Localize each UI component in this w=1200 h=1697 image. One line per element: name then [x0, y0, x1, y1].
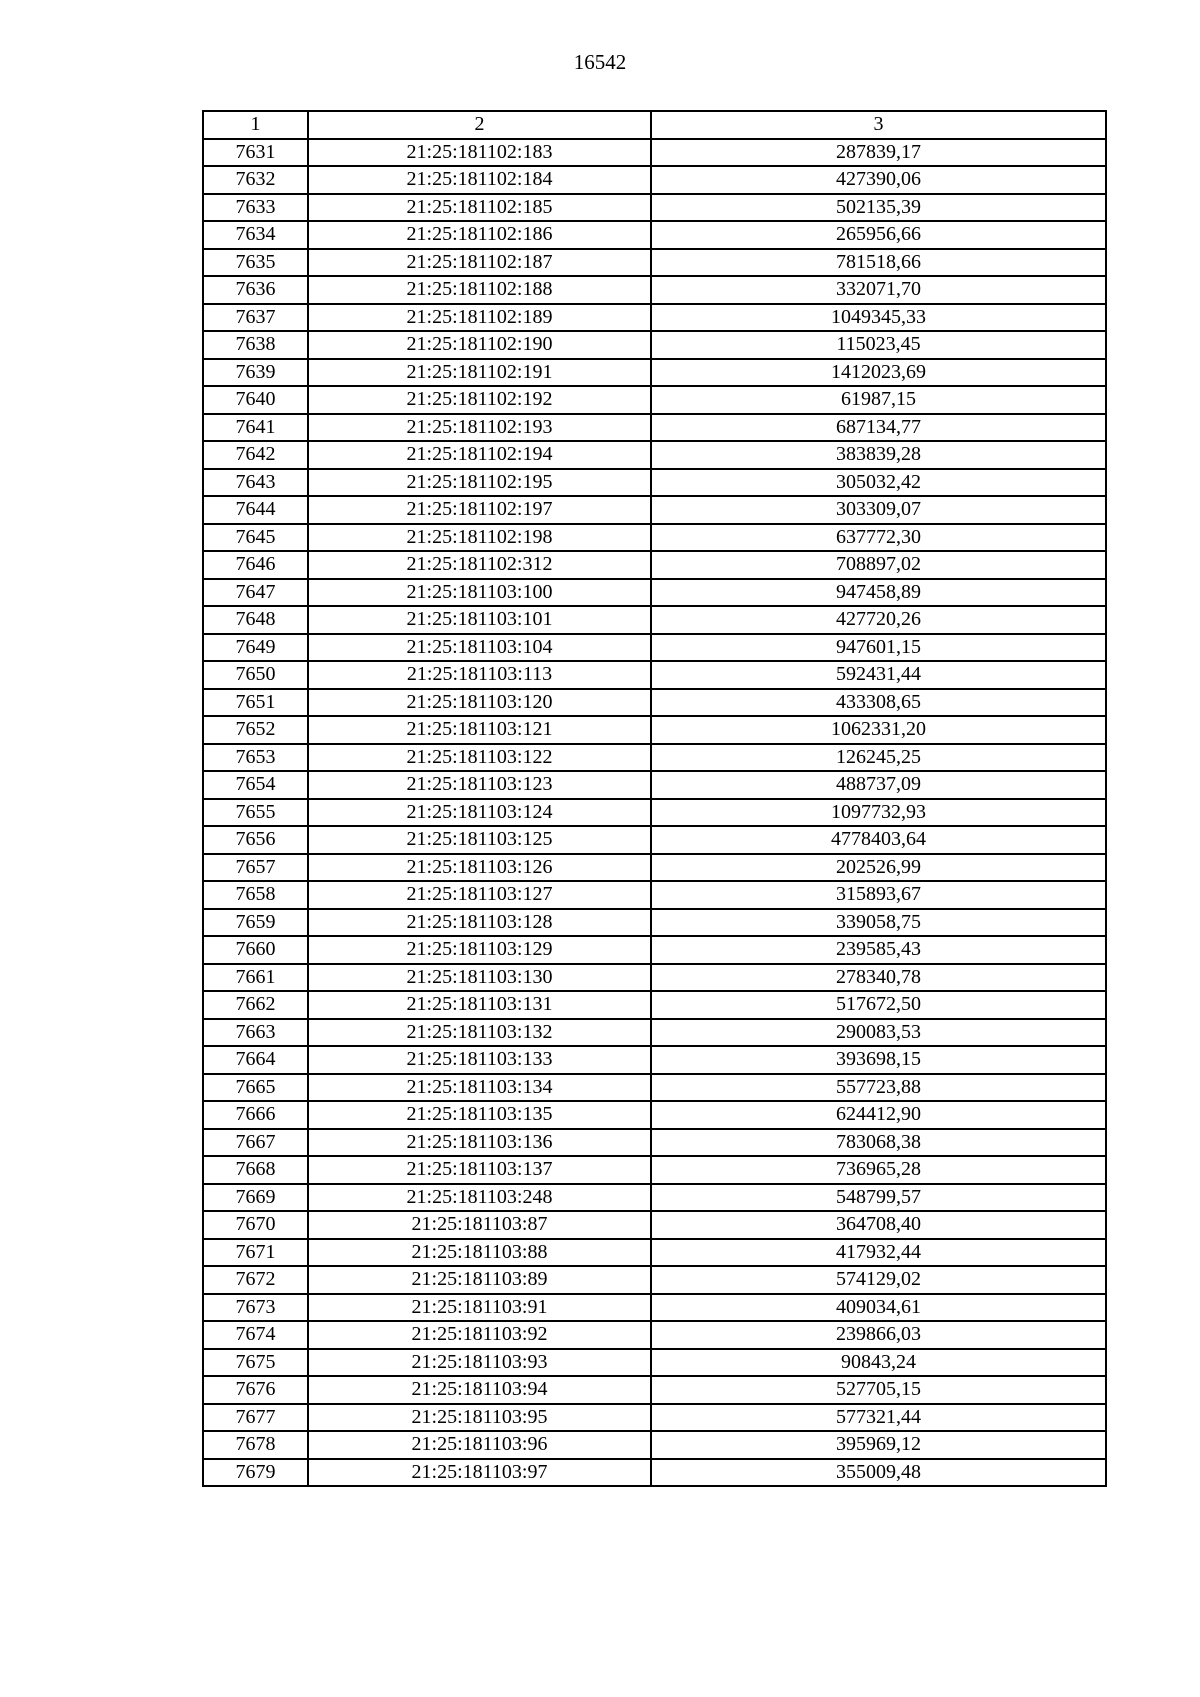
value-cell: 781518,66 [651, 249, 1106, 277]
table-row [203, 1321, 1106, 1349]
value-cell: 287839,17 [651, 139, 1106, 167]
value-cell: 355009,48 [651, 1459, 1106, 1487]
cadastral-number-cell: 21:25:181103:133 [308, 1046, 651, 1074]
cadastral-number-cell: 21:25:181102:198 [308, 524, 651, 552]
cadastral-number-cell: 21:25:181102:184 [308, 166, 651, 194]
row-number-cell: 7650 [203, 661, 308, 689]
column-header-2: 2 [308, 111, 651, 139]
value-cell: 395969,12 [651, 1431, 1106, 1459]
row-number-cell: 7672 [203, 1266, 308, 1294]
value-cell: 637772,30 [651, 524, 1106, 552]
value-cell: 947601,15 [651, 634, 1106, 662]
value-cell: 488737,09 [651, 771, 1106, 799]
table-row [203, 496, 1106, 524]
table-row [203, 441, 1106, 469]
row-number-cell: 7674 [203, 1321, 308, 1349]
table-row [203, 276, 1106, 304]
cadastral-number-cell: 21:25:181102:189 [308, 304, 651, 332]
value-cell: 315893,67 [651, 881, 1106, 909]
cadastral-number-cell: 21:25:181103:128 [308, 909, 651, 937]
table-row [203, 606, 1106, 634]
table-row [203, 771, 1106, 799]
value-cell: 364708,40 [651, 1211, 1106, 1239]
row-number-cell: 7677 [203, 1404, 308, 1432]
row-number-cell: 7648 [203, 606, 308, 634]
row-number-cell: 7656 [203, 826, 308, 854]
row-number-cell: 7669 [203, 1184, 308, 1212]
table-row [203, 826, 1106, 854]
table-row [203, 1046, 1106, 1074]
table-row [203, 854, 1106, 882]
cadastral-number-cell: 21:25:181103:100 [308, 579, 651, 607]
table-row [203, 881, 1106, 909]
row-number-cell: 7667 [203, 1129, 308, 1157]
cadastral-number-cell: 21:25:181103:120 [308, 689, 651, 717]
row-number-cell: 7651 [203, 689, 308, 717]
row-number-cell: 7675 [203, 1349, 308, 1377]
cadastral-number-cell: 21:25:181103:131 [308, 991, 651, 1019]
table-row [203, 469, 1106, 497]
value-cell: 502135,39 [651, 194, 1106, 222]
table-row [203, 1404, 1106, 1432]
cadastral-number-cell: 21:25:181102:185 [308, 194, 651, 222]
table-row [203, 1459, 1106, 1487]
table-row [203, 249, 1106, 277]
value-cell: 736965,28 [651, 1156, 1106, 1184]
value-cell: 239585,43 [651, 936, 1106, 964]
cadastral-number-cell: 21:25:181103:104 [308, 634, 651, 662]
value-cell: 4778403,64 [651, 826, 1106, 854]
cadastral-number-cell: 21:25:181103:113 [308, 661, 651, 689]
value-cell: 265956,66 [651, 221, 1106, 249]
value-cell: 1049345,33 [651, 304, 1106, 332]
row-number-cell: 7634 [203, 221, 308, 249]
row-number-cell: 7638 [203, 331, 308, 359]
value-cell: 1097732,93 [651, 799, 1106, 827]
table-row [203, 1156, 1106, 1184]
table-row [203, 744, 1106, 772]
cadastral-number-cell: 21:25:181102:197 [308, 496, 651, 524]
cadastral-number-cell: 21:25:181102:186 [308, 221, 651, 249]
cadastral-number-cell: 21:25:181102:195 [308, 469, 651, 497]
page-number: 16542 [573, 50, 627, 74]
row-number-cell: 7679 [203, 1459, 308, 1487]
cadastral-number-cell: 21:25:181102:312 [308, 551, 651, 579]
row-number-cell: 7643 [203, 469, 308, 497]
row-number-cell: 7663 [203, 1019, 308, 1047]
value-cell: 303309,07 [651, 496, 1106, 524]
table-row [203, 1294, 1106, 1322]
row-number-cell: 7647 [203, 579, 308, 607]
cadastral-number-cell: 21:25:181102:183 [308, 139, 651, 167]
value-cell: 332071,70 [651, 276, 1106, 304]
row-number-cell: 7640 [203, 386, 308, 414]
value-cell: 577321,44 [651, 1404, 1106, 1432]
value-cell: 1062331,20 [651, 716, 1106, 744]
cadastral-number-cell: 21:25:181103:101 [308, 606, 651, 634]
row-number-cell: 7652 [203, 716, 308, 744]
value-cell: 202526,99 [651, 854, 1106, 882]
value-cell: 339058,75 [651, 909, 1106, 937]
row-number-cell: 7666 [203, 1101, 308, 1129]
row-number-cell: 7633 [203, 194, 308, 222]
value-cell: 1412023,69 [651, 359, 1106, 387]
row-number-cell: 7646 [203, 551, 308, 579]
cadastral-number-cell: 21:25:181103:122 [308, 744, 651, 772]
cadastral-number-cell: 21:25:181102:190 [308, 331, 651, 359]
value-cell: 624412,90 [651, 1101, 1106, 1129]
row-number-cell: 7662 [203, 991, 308, 1019]
cadastral-number-cell: 21:25:181103:87 [308, 1211, 651, 1239]
value-cell: 557723,88 [651, 1074, 1106, 1102]
value-cell: 278340,78 [651, 964, 1106, 992]
row-number-cell: 7639 [203, 359, 308, 387]
cadastral-number-cell: 21:25:181103:94 [308, 1376, 651, 1404]
table-row [203, 1376, 1106, 1404]
cadastral-number-cell: 21:25:181103:93 [308, 1349, 651, 1377]
table-row [203, 909, 1106, 937]
table-row [203, 1019, 1106, 1047]
table-row [203, 414, 1106, 442]
row-number-cell: 7645 [203, 524, 308, 552]
row-number-cell: 7653 [203, 744, 308, 772]
value-cell: 239866,03 [651, 1321, 1106, 1349]
table-row [203, 359, 1106, 387]
row-number-cell: 7676 [203, 1376, 308, 1404]
table-row [203, 661, 1106, 689]
value-cell: 548799,57 [651, 1184, 1106, 1212]
value-cell: 409034,61 [651, 1294, 1106, 1322]
table-row [203, 964, 1106, 992]
cadastral-number-cell: 21:25:181103:97 [308, 1459, 651, 1487]
value-cell: 517672,50 [651, 991, 1106, 1019]
table-row [203, 194, 1106, 222]
cadastral-number-cell: 21:25:181102:192 [308, 386, 651, 414]
cadastral-number-cell: 21:25:181103:125 [308, 826, 651, 854]
cadastral-number-cell: 21:25:181103:121 [308, 716, 651, 744]
row-number-cell: 7636 [203, 276, 308, 304]
cadastral-number-cell: 21:25:181103:92 [308, 1321, 651, 1349]
value-cell: 708897,02 [651, 551, 1106, 579]
value-cell: 783068,38 [651, 1129, 1106, 1157]
row-number-cell: 7655 [203, 799, 308, 827]
value-cell: 305032,42 [651, 469, 1106, 497]
cadastral-number-cell: 21:25:181103:126 [308, 854, 651, 882]
table-row [203, 551, 1106, 579]
row-number-cell: 7661 [203, 964, 308, 992]
row-number-cell: 7635 [203, 249, 308, 277]
value-cell: 290083,53 [651, 1019, 1106, 1047]
row-number-cell: 7657 [203, 854, 308, 882]
cadastral-number-cell: 21:25:181103:248 [308, 1184, 651, 1212]
table-row [203, 579, 1106, 607]
cadastral-number-cell: 21:25:181103:135 [308, 1101, 651, 1129]
row-number-cell: 7641 [203, 414, 308, 442]
table-header [203, 111, 1106, 139]
row-number-cell: 7637 [203, 304, 308, 332]
row-number-cell: 7668 [203, 1156, 308, 1184]
cadastral-number-cell: 21:25:181103:96 [308, 1431, 651, 1459]
cadastral-number-cell: 21:25:181103:127 [308, 881, 651, 909]
table-row [203, 1129, 1106, 1157]
cadastral-number-cell: 21:25:181103:124 [308, 799, 651, 827]
value-cell: 393698,15 [651, 1046, 1106, 1074]
row-number-cell: 7678 [203, 1431, 308, 1459]
cadastral-number-cell: 21:25:181103:95 [308, 1404, 651, 1432]
row-number-cell: 7632 [203, 166, 308, 194]
row-number-cell: 7642 [203, 441, 308, 469]
value-cell: 115023,45 [651, 331, 1106, 359]
table-row [203, 1184, 1106, 1212]
cadastral-number-cell: 21:25:181102:193 [308, 414, 651, 442]
table-row [203, 331, 1106, 359]
value-cell: 383839,28 [651, 441, 1106, 469]
table-row [203, 524, 1106, 552]
cadastral-number-cell: 21:25:181103:123 [308, 771, 651, 799]
table-row [203, 689, 1106, 717]
value-cell: 574129,02 [651, 1266, 1106, 1294]
row-number-cell: 7660 [203, 936, 308, 964]
value-cell: 947458,89 [651, 579, 1106, 607]
table-row [203, 991, 1106, 1019]
table-row [203, 936, 1106, 964]
value-cell: 61987,15 [651, 386, 1106, 414]
cadastral-number-cell: 21:25:181103:89 [308, 1266, 651, 1294]
table-row [203, 799, 1106, 827]
row-number-cell: 7671 [203, 1239, 308, 1267]
column-header-3: 3 [651, 111, 1106, 139]
cadastral-number-cell: 21:25:181102:187 [308, 249, 651, 277]
cadastral-number-cell: 21:25:181103:132 [308, 1019, 651, 1047]
table-row [203, 139, 1106, 167]
cadastral-number-cell: 21:25:181102:194 [308, 441, 651, 469]
cadastral-number-cell: 21:25:181103:130 [308, 964, 651, 992]
cadastral-number-cell: 21:25:181103:136 [308, 1129, 651, 1157]
table-row [203, 1239, 1106, 1267]
table-row [203, 386, 1106, 414]
value-cell: 427390,06 [651, 166, 1106, 194]
table-row [203, 1101, 1106, 1129]
row-number-cell: 7649 [203, 634, 308, 662]
table-row [203, 304, 1106, 332]
table-row [203, 166, 1106, 194]
row-number-cell: 7659 [203, 909, 308, 937]
header-row [203, 111, 1106, 139]
value-cell: 592431,44 [651, 661, 1106, 689]
value-cell: 126245,25 [651, 744, 1106, 772]
value-cell: 90843,24 [651, 1349, 1106, 1377]
value-cell: 527705,15 [651, 1376, 1106, 1404]
row-number-cell: 7658 [203, 881, 308, 909]
row-number-cell: 7664 [203, 1046, 308, 1074]
row-number-cell: 7670 [203, 1211, 308, 1239]
table-row [203, 1074, 1106, 1102]
cadastral-number-cell: 21:25:181103:137 [308, 1156, 651, 1184]
row-number-cell: 7654 [203, 771, 308, 799]
cadastral-number-cell: 21:25:181103:134 [308, 1074, 651, 1102]
table-body [203, 139, 1106, 1487]
table-row [203, 1431, 1106, 1459]
row-number-cell: 7631 [203, 139, 308, 167]
table-row [203, 1349, 1106, 1377]
cadastral-number-cell: 21:25:181103:91 [308, 1294, 651, 1322]
value-cell: 433308,65 [651, 689, 1106, 717]
row-number-cell: 7665 [203, 1074, 308, 1102]
table-row [203, 221, 1106, 249]
value-cell: 417932,44 [651, 1239, 1106, 1267]
cadastral-number-cell: 21:25:181103:129 [308, 936, 651, 964]
cadastral-number-cell: 21:25:181102:188 [308, 276, 651, 304]
row-number-cell: 7673 [203, 1294, 308, 1322]
table-row [203, 1266, 1106, 1294]
value-cell: 687134,77 [651, 414, 1106, 442]
cadastral-number-cell: 21:25:181103:88 [308, 1239, 651, 1267]
table-row [203, 716, 1106, 744]
row-number-cell: 7644 [203, 496, 308, 524]
cadastral-number-cell: 21:25:181102:191 [308, 359, 651, 387]
table-row [203, 634, 1106, 662]
data-table [202, 110, 1107, 1487]
column-header-1: 1 [203, 111, 308, 139]
value-cell: 427720,26 [651, 606, 1106, 634]
table-row [203, 1211, 1106, 1239]
